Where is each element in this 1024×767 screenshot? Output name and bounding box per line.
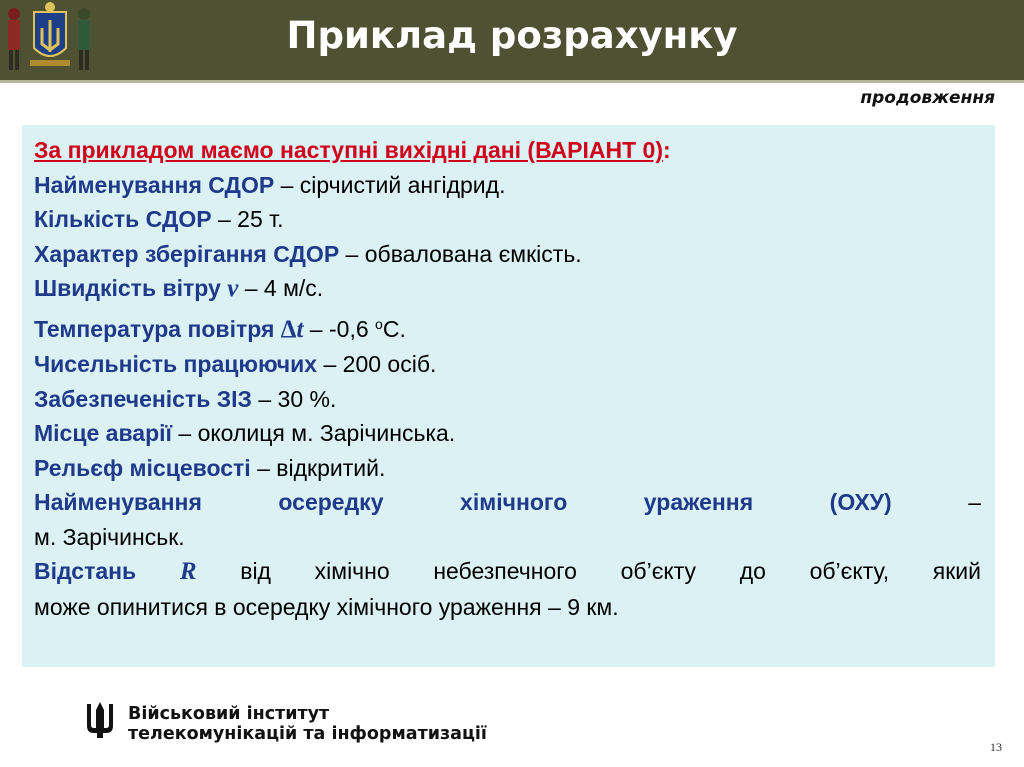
item-label: Найменування СДОР [34,171,275,198]
item-label: Забезпеченість ЗІЗ [34,385,252,412]
item-value: – обвалована ємкість. [339,240,582,267]
data-item [34,307,981,348]
item-value: – сірчистий ангідрид. [274,171,506,198]
item-value: від хімічно небезпечного об’єкту до об’єкту, який [196,558,981,584]
data-item-continuation [34,590,981,625]
degree-mark: о [375,315,383,332]
data-item [34,554,981,590]
data-item [34,382,981,417]
source-data-panel [22,125,995,667]
item-value: – околиця м. Зарічинська. [172,420,456,446]
item-value-continuation: м. Зарічинськ. [34,523,185,550]
item-value: – 30 %. [251,385,337,412]
item-value: – 4 м/с. [238,275,324,301]
intro-line [34,133,981,168]
data-item [34,485,981,520]
item-value-continuation: може опинитися в осередку хімічного ураження – 9 км. [34,593,619,620]
data-item [34,271,981,307]
temperature-symbol: t [296,315,304,343]
item-value: – 200 осіб. [317,351,437,377]
item-label: Рельєф місцевості [34,454,251,481]
item-value: – [891,489,981,515]
panel-content [34,133,981,624]
data-item [34,202,981,237]
data-item [34,168,981,203]
data-item [34,347,981,382]
data-item-continuation [34,520,981,555]
institution-line-1: Військовий інститут [128,704,330,724]
header-divider [0,80,1024,83]
item-value: – -0,6 [303,315,376,342]
item-label: Швидкість вітру [34,275,228,301]
institution-name [128,704,487,744]
item-label: Характер зберігання СДОР [34,240,340,267]
item-label: Чисельність працюючих [34,351,318,377]
item-value: – 25 т. [211,206,284,232]
page-number: 13 [990,740,1002,754]
data-item [34,416,981,451]
delta-symbol: Δ [280,315,297,343]
page-title: Приклад розрахунку [286,14,738,57]
header-bar [0,0,1024,80]
distance-symbol: R [179,558,197,585]
intro-text: За прикладом маємо наступні вихідні дані (ВАРІАНТ 0) [34,137,664,163]
item-label: Місце аварії [34,420,172,446]
continued-label: продовження [860,88,995,108]
item-label: Найменування осередку хімічного ураження (ОХУ) [34,489,892,515]
item-label: Кількість СДОР [34,206,212,232]
item-value: – відкритий. [250,454,386,481]
item-label: Відстань [34,558,180,584]
item-label: Температура повітря [34,315,281,342]
trident-icon [84,700,116,740]
institution-line-2: телекомунікацій та інформатизації [128,724,487,744]
data-item [34,451,981,486]
intro-colon: : [663,137,671,163]
item-unit: С. [382,315,406,342]
data-item [34,237,981,272]
wind-speed-symbol: v [227,275,239,302]
